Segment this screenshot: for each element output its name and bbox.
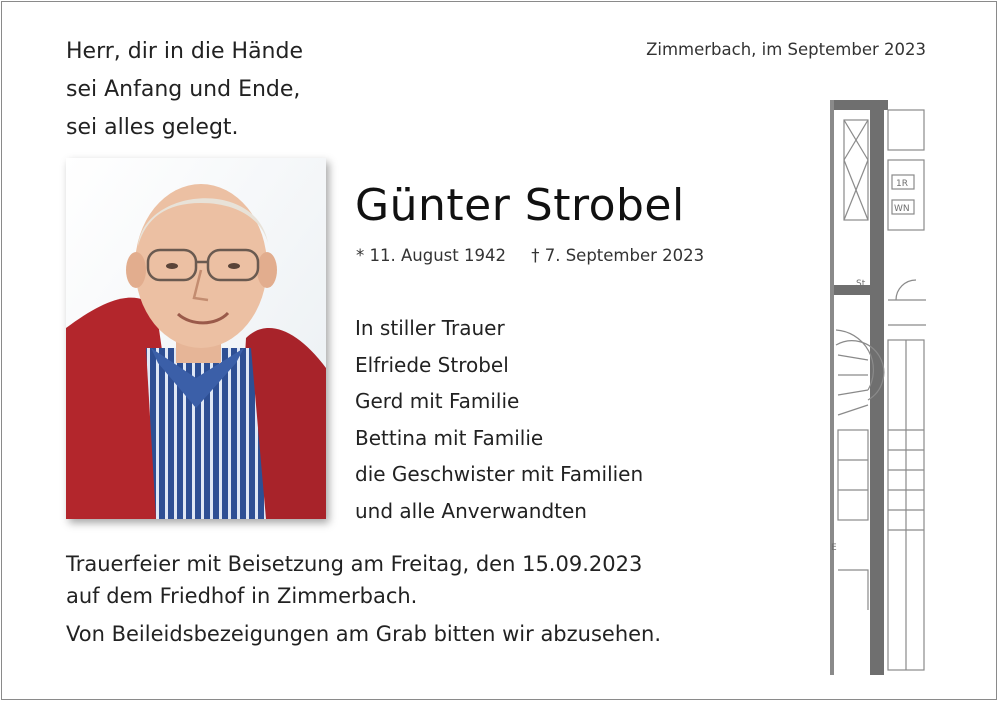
verse-line: Herr, dir in die Hände xyxy=(66,39,304,64)
mourner-line: Gerd mit Familie xyxy=(355,389,520,413)
birth-date: * 11. August 1942 xyxy=(356,246,506,265)
plan-label: E xyxy=(831,543,837,553)
bible-verse xyxy=(66,33,303,147)
mourners-list xyxy=(355,310,643,529)
mourner-line: und alle Anverwandten xyxy=(355,498,587,523)
condolence-note: Von Beileidsbezeigungen am Grab bitten wir abzusehen. xyxy=(66,622,662,646)
verse-line: sei Anfang und Ende, xyxy=(66,77,301,102)
plan-label: 1R xyxy=(896,179,908,189)
funeral-service-info xyxy=(66,548,661,650)
service-line: Trauerfeier mit Beisetzung am Freitag, den 15.09.2023 xyxy=(66,552,643,576)
portrait-photo xyxy=(66,158,326,519)
mourner-line: die Geschwister mit Familien xyxy=(355,462,644,486)
place-date: Zimmerbach, im September 2023 xyxy=(646,40,926,59)
plan-label: St xyxy=(856,279,866,289)
death-date: † 7. September 2023 xyxy=(531,246,705,265)
mourner-line: In stiller Trauer xyxy=(355,316,505,340)
mourner-line: Bettina mit Familie xyxy=(355,425,544,450)
mourner-line: Elfriede Strobel xyxy=(355,352,509,377)
verse-line: sei alles gelegt. xyxy=(66,115,239,140)
service-line: auf dem Friedhof in Zimmerbach. xyxy=(66,584,418,608)
plan-label: WN xyxy=(894,204,910,214)
floor-plan-graphic xyxy=(826,100,928,675)
deceased-name: Günter Strobel xyxy=(355,180,685,231)
life-dates xyxy=(356,246,704,265)
